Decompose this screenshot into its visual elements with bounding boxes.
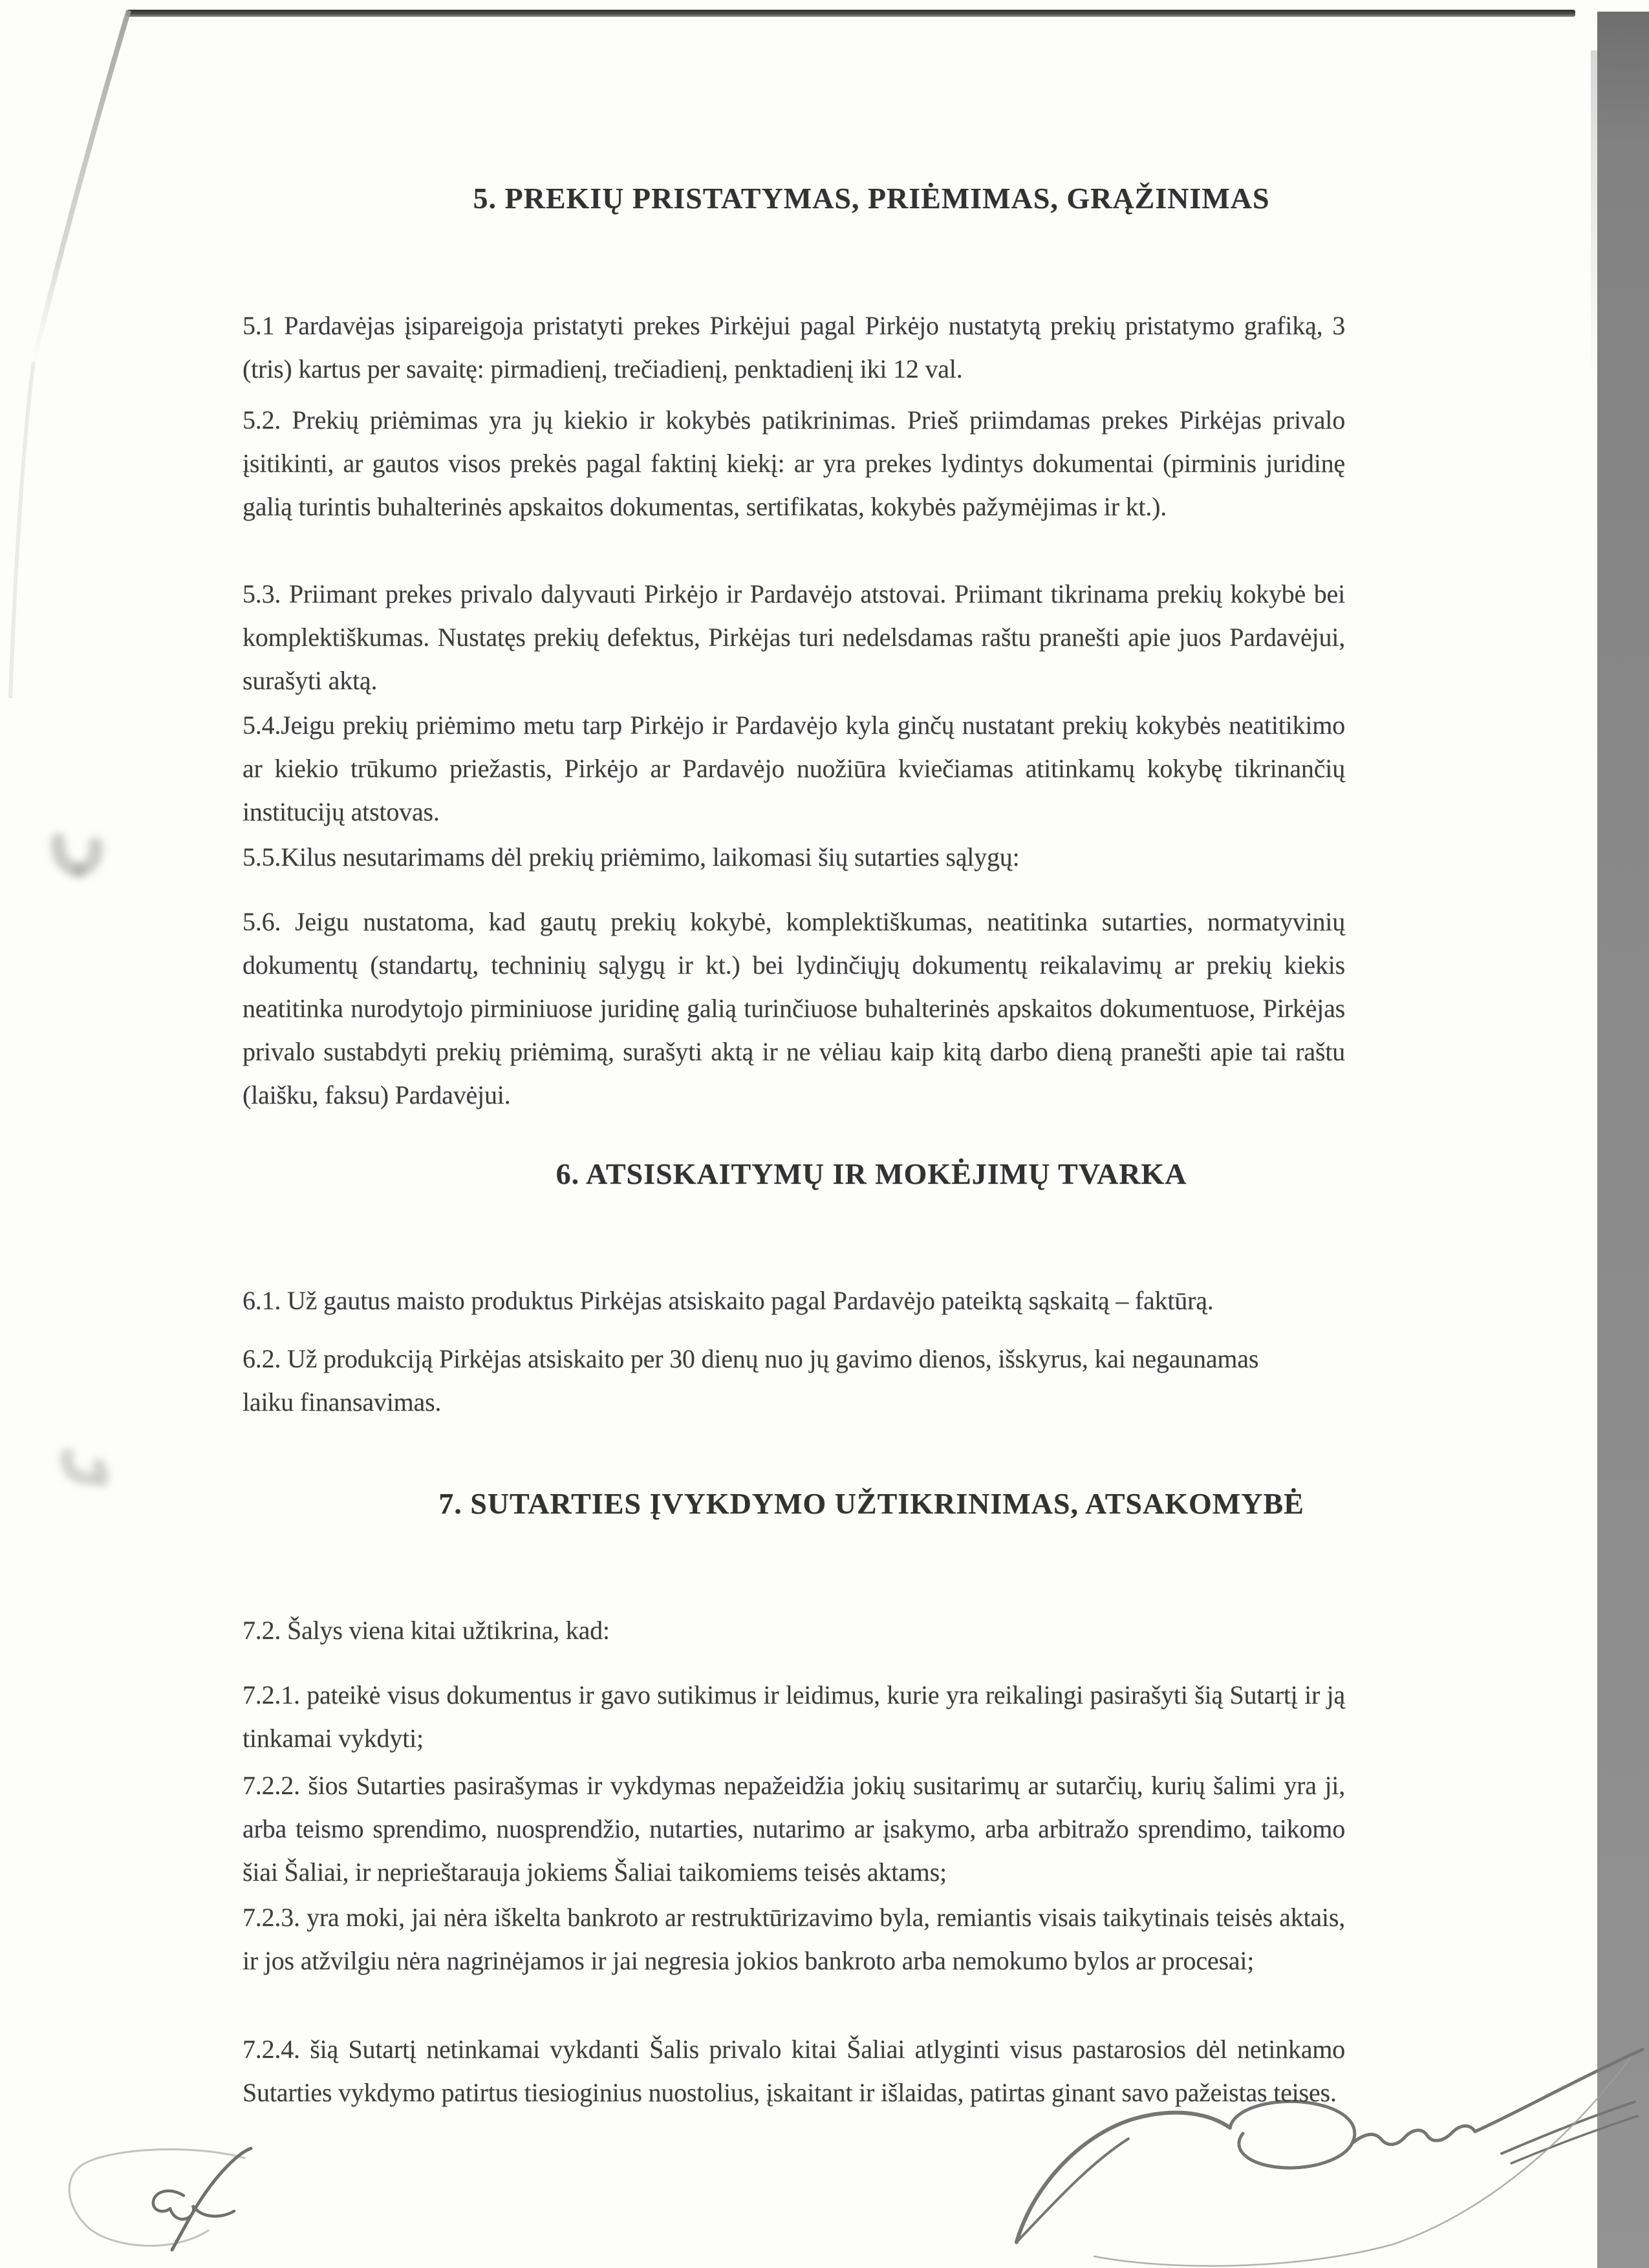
page-corner-edge-artifact bbox=[10, 10, 129, 698]
section-5-heading: 5. PREKIŲ PRISTATYMAS, PRIĖMIMAS, GRĄŽINIMAS bbox=[473, 182, 1270, 215]
clause-7-2: 7.2. Šalys viena kitai užtikrina, kad: bbox=[242, 1616, 610, 1645]
clause-5-6: 5.6. Jeigu nustatoma, kad gautų prekių kokybė, komplektiškumas, neatitinka sutarties, normatyvinių dokumentų (standartų, techninių sąlygų ir kt.) bei lydinčiųjų dokumentų reikalavimų ar prekių kiekis neatitinka nurodytojo pirminiuose juridinę galią turinčiuose buhalterinės apskaitos dokumentuose, Pirkėjas privalo sustabdyti prekių priėmimą, surašyti aktą ir ne vėliau kaip kitą darbo dieną pranešti apie tai raštu (laišku, faksu) Pardavėjui. bbox=[242, 907, 1345, 1109]
clause-7-2-2: 7.2.2. šios Sutarties pasirašymas ir vykdymas nepažeidžia jokių susitarimų ar sutarčių, kurių šalimi yra ji, arba teismo sprendimo, nuosprendžio, nutarties, nutarimo ar įsakymo, arba arbitražo sprendimo, taikomo šiai Šaliai, ir neprieštarauja jokiems Šaliai taikomiems teisės aktams; bbox=[242, 1771, 1345, 1887]
clause-6-2: 6.2. Už produkciją Pirkėjas atsiskaito per 30 dienų nuo jų gavimo dienos, išskyrus, kai negaunamas laiku finansavimas. bbox=[242, 1344, 1259, 1417]
clause-5-4: 5.4.Jeigu prekių priėmimo metu tarp Pirkėjo ir Pardavėjo kyla ginčų nustatant prekių kokybės neatitikimo ar kiekio trūkumo priežastis, Pirkėjo ar Pardavėjo nuožiūra kviečiamas atitinkamų kokybę tikrinančių institucijų atstovas. bbox=[242, 711, 1345, 826]
clause-6-1: 6.1. Už gautus maisto produktus Pirkėjas atsiskaito pagal Pardavėjo pateiktą sąskaitą – faktūrą. bbox=[242, 1286, 1214, 1315]
clause-7-2-1: 7.2.1. pateikė visus dokumentus ir gavo sutikimus ir leidimus, kurie yra reikalingi pasirašyti šią Sutartį ir ją tinkamai vykdyti; bbox=[242, 1680, 1345, 1753]
clause-5-1: 5.1 Pardavėjas įsipareigoja pristatyti prekes Pirkėjui pagal Pirkėjo nustatytą prekių pristatymo grafiką, 3 (tris) kartus per savaitę: pirmadienį, trečiadienį, penktadienį iki 12 val. bbox=[242, 311, 1345, 383]
clause-5-5: 5.5.Kilus nesutarimams dėl prekių priėmimo, laikomasi šių sutarties sąlygų: bbox=[242, 842, 1020, 872]
section-7-heading: 7. SUTARTIES ĮVYKDYMO UŽTIKRINIMAS, ATSAKOMYBĖ bbox=[438, 1487, 1304, 1521]
clause-5-2: 5.2. Prekių priėmimas yra jų kiekio ir kokybės patikrinimas. Prieš priimdamas prekes Pirkėjas privalo įsitikinti, ar gautos visos prekės pagal faktinį kiekį: ar yra prekes lydintys dokumentai (pirminis juridinę galią turintis buhalterinės apskaitos dokumentas, sertifikatas, kokybės pažymėjimas ir kt.). bbox=[242, 405, 1345, 521]
section-6-heading: 6. ATSISKAITYMŲ IR MOKĖJIMŲ TVARKA bbox=[555, 1157, 1187, 1191]
clause-5-3: 5.3. Priimant prekes privalo dalyvauti Pirkėjo ir Pardavėjo atstovai. Priimant tikrinama prekių kokybė bei komplektiškumas. Nustatęs prekių defektus, Pirkėjas turi nedelsdamas raštu pranešti apie juos Pardavėjui, surašyti aktą. bbox=[242, 579, 1345, 695]
signature-left bbox=[69, 2148, 251, 2250]
paper-dent-artifact-lower bbox=[67, 1455, 102, 1481]
clause-7-2-3: 7.2.3. yra moki, jai nėra iškelta bankroto ar restruktūrizavimo byla, remiantis visais taikytinais teisės aktais, ir jos atžvilgiu nėra nagrinėjamos ir jai negresia jokios bankroto arba nemokumo bylos ar procesai; bbox=[242, 1903, 1345, 1975]
paper-dent-artifact-upper bbox=[58, 840, 96, 870]
clause-7-2-4: 7.2.4. šią Sutartį netinkamai vykdanti Šalis privalo kitai Šaliai atlyginti visus pastarosios dėl netinkamo Sutarties vykdymo patirtus tiesioginius nuostolius, įskaitant ir išlaidas, patirtas ginant savo pažeistas teises. bbox=[242, 2035, 1345, 2107]
